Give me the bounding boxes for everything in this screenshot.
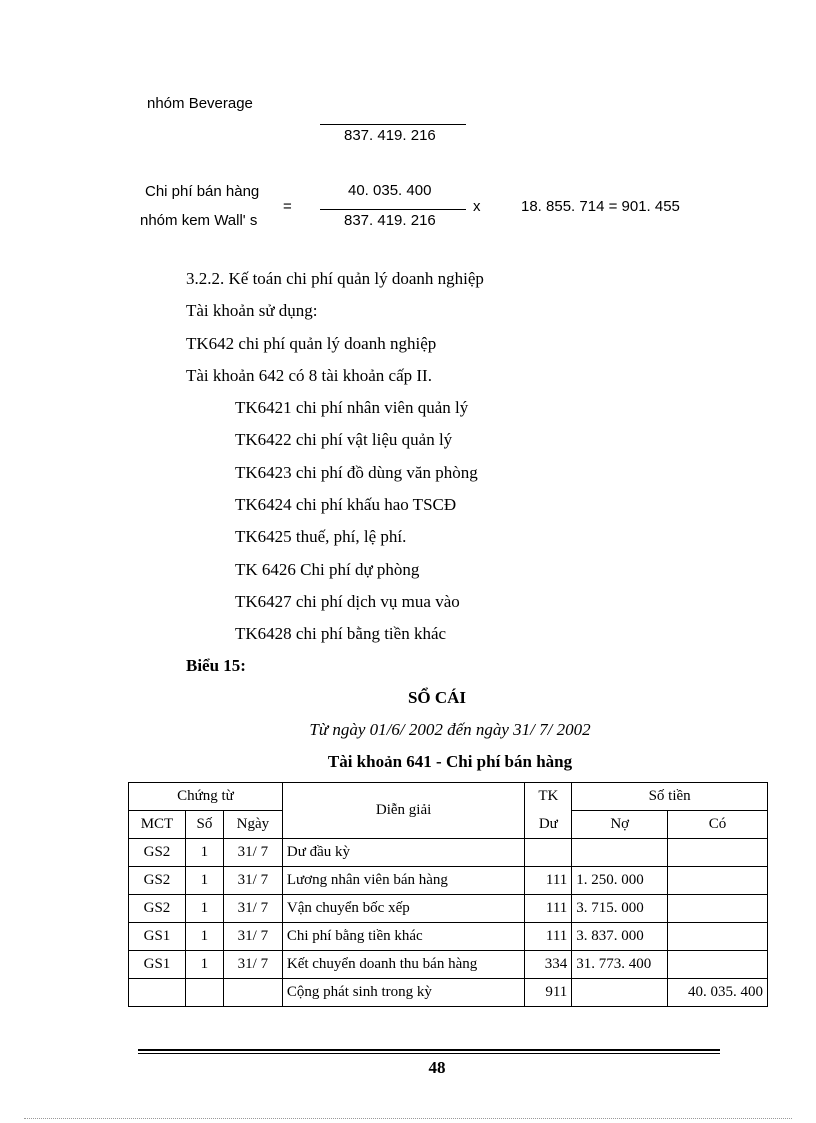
cell-co bbox=[668, 923, 768, 951]
formula2-label-line1: Chi phí bán hàng bbox=[145, 183, 260, 200]
cell-tk bbox=[525, 839, 572, 867]
cell-ngay: 31/ 7 bbox=[223, 951, 282, 979]
cell-co bbox=[668, 895, 768, 923]
formula2-result: 18. 855. 714 = 901. 455 bbox=[521, 198, 680, 215]
cell-co bbox=[668, 951, 768, 979]
ledger-account: Tài khoản 641 - Chi phí bán hàng bbox=[327, 752, 573, 771]
section-line-3: Tài khoản 642 có 8 tài khoản cấp II. bbox=[186, 366, 432, 385]
cell-ngay: 31/ 7 bbox=[223, 895, 282, 923]
cell-no bbox=[572, 839, 668, 867]
section-line-1: Tài khoản sử dụng: bbox=[186, 301, 318, 320]
section-heading: 3.2.2. Kế toán chi phí quản lý doanh nghiệp bbox=[186, 269, 484, 288]
formula2-label-line2: nhóm kem Wall' s bbox=[140, 212, 258, 229]
sub-account-item: TK 6426 Chi phí dự phòng bbox=[235, 560, 420, 579]
table-row bbox=[129, 923, 768, 951]
cell-dien-giai: Vận chuyển bốc xếp bbox=[282, 895, 524, 923]
formula2-times: x bbox=[473, 198, 481, 215]
cell-ngay: 31/ 7 bbox=[223, 923, 282, 951]
cell-mct: GS1 bbox=[129, 923, 186, 951]
table-label: Biểu 15: bbox=[186, 656, 246, 675]
cell-co: 40. 035. 400 bbox=[668, 979, 768, 1007]
sub-account-item: TK6428 chi phí bằng tiền khác bbox=[235, 624, 447, 643]
header-so: Số bbox=[185, 811, 223, 839]
cell-no: 1. 250. 000 bbox=[572, 867, 668, 895]
cell-so: 1 bbox=[185, 923, 223, 951]
cell-dien-giai: Lương nhân viên bán hàng bbox=[282, 867, 524, 895]
cell-tk: 111 bbox=[525, 867, 572, 895]
cell-mct: GS2 bbox=[129, 839, 186, 867]
cell-so bbox=[185, 979, 223, 1007]
page-edge-divider bbox=[24, 1118, 792, 1119]
sub-account-item: TK6423 chi phí đồ dùng văn phòng bbox=[235, 463, 478, 482]
cell-so: 1 bbox=[185, 895, 223, 923]
footer-rule bbox=[138, 1049, 720, 1051]
formula1-fraction-bar bbox=[320, 124, 466, 125]
cell-so: 1 bbox=[185, 839, 223, 867]
cell-co bbox=[668, 839, 768, 867]
header-mct: MCT bbox=[129, 811, 186, 839]
table-row bbox=[129, 979, 768, 1007]
cell-so: 1 bbox=[185, 867, 223, 895]
cell-no: 31. 773. 400 bbox=[572, 951, 668, 979]
sub-account-item: TK6421 chi phí nhân viên quản lý bbox=[235, 398, 469, 417]
formula2-denominator: 837. 419. 216 bbox=[344, 212, 436, 229]
table-row bbox=[129, 867, 768, 895]
ledger-table bbox=[128, 782, 768, 1007]
formula2-fraction-bar bbox=[320, 209, 466, 210]
cell-ngay bbox=[223, 979, 282, 1007]
cell-tk: 911 bbox=[525, 979, 572, 1007]
page-number: 48 bbox=[428, 1058, 446, 1077]
table-row bbox=[129, 895, 768, 923]
cell-dien-giai: Dư đầu kỳ bbox=[282, 839, 524, 867]
cell-no: 3. 837. 000 bbox=[572, 923, 668, 951]
sub-account-item: TK6424 chi phí khấu hao TSCĐ bbox=[235, 495, 457, 514]
header-no: Nợ bbox=[572, 811, 668, 839]
table-row bbox=[129, 839, 768, 867]
sub-account-item: TK6422 chi phí vật liệu quản lý bbox=[235, 430, 453, 449]
cell-tk: 111 bbox=[525, 923, 572, 951]
cell-tk: 111 bbox=[525, 895, 572, 923]
cell-co bbox=[668, 867, 768, 895]
cell-dien-giai: Cộng phát sinh trong kỳ bbox=[282, 979, 524, 1007]
ledger-title: SỔ CÁI bbox=[407, 688, 467, 707]
cell-mct: GS1 bbox=[129, 951, 186, 979]
cell-dien-giai: Kết chuyển doanh thu bán hàng bbox=[282, 951, 524, 979]
cell-no bbox=[572, 979, 668, 1007]
sub-account-item: TK6425 thuế, phí, lệ phí. bbox=[235, 527, 407, 546]
sub-account-item: TK6427 chi phí dịch vụ mua vào bbox=[235, 592, 460, 611]
header-tk: TK bbox=[525, 783, 572, 811]
cell-no: 3. 715. 000 bbox=[572, 895, 668, 923]
header-so-tien: Số tiền bbox=[572, 783, 768, 811]
table-header-row bbox=[129, 783, 768, 811]
table-row bbox=[129, 951, 768, 979]
cell-ngay: 31/ 7 bbox=[223, 839, 282, 867]
section-line-2: TK642 chi phí quản lý doanh nghiệp bbox=[186, 334, 437, 353]
header-ngay: Ngày bbox=[223, 811, 282, 839]
header-co: Có bbox=[668, 811, 768, 839]
cell-mct bbox=[129, 979, 186, 1007]
formula1-label: nhóm Beverage bbox=[147, 95, 253, 112]
ledger-date-range: Từ ngày 01/6/ 2002 đến ngày 31/ 7/ 2002 bbox=[309, 720, 591, 739]
cell-mct: GS2 bbox=[129, 895, 186, 923]
cell-dien-giai: Chi phí bằng tiền khác bbox=[282, 923, 524, 951]
formula1-denominator: 837. 419. 216 bbox=[344, 127, 436, 144]
formula2-equals: = bbox=[283, 198, 292, 215]
formula2-numerator: 40. 035. 400 bbox=[348, 182, 432, 199]
header-dien-giai: Diễn giải bbox=[282, 783, 524, 839]
cell-ngay: 31/ 7 bbox=[223, 867, 282, 895]
footer-rule bbox=[138, 1053, 720, 1054]
header-du: Dư bbox=[525, 811, 572, 839]
cell-mct: GS2 bbox=[129, 867, 186, 895]
header-chung-tu: Chứng từ bbox=[129, 783, 283, 811]
cell-so: 1 bbox=[185, 951, 223, 979]
cell-tk: 334 bbox=[525, 951, 572, 979]
